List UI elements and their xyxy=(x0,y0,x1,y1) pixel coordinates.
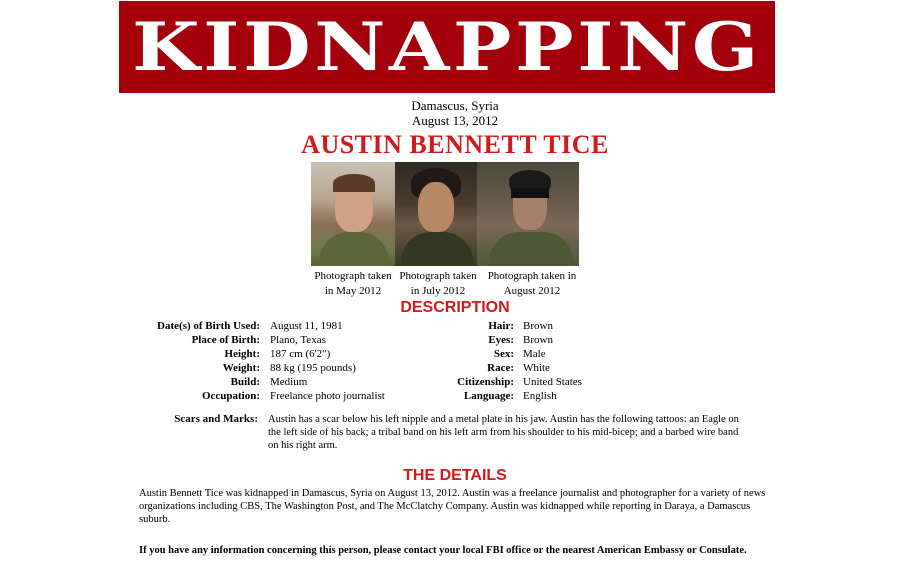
caption-line: Photograph taken xyxy=(399,270,477,282)
field-label: Language: xyxy=(463,390,514,402)
photo-may-2012 xyxy=(311,162,395,266)
caption-line: in May 2012 xyxy=(324,285,382,297)
location-date: August 13, 2012 xyxy=(411,113,499,128)
field-label: Weight: xyxy=(222,362,260,374)
photo-caption xyxy=(480,269,584,299)
field-value: 88 kg (195 pounds) xyxy=(270,362,356,374)
field-value: Male xyxy=(523,348,546,360)
caption-line: in July 2012 xyxy=(410,285,466,297)
field-value: August 11, 1981 xyxy=(270,320,343,332)
subject-name: AUSTIN BENNETT TICE xyxy=(301,130,609,159)
photo-caption xyxy=(310,269,396,299)
photo-august-2012 xyxy=(477,162,579,266)
photo-caption xyxy=(396,269,480,299)
field-label: Hair: xyxy=(488,320,514,332)
field-value: United States xyxy=(523,376,582,388)
field-value: 187 cm (6'2") xyxy=(270,348,331,360)
description-left-labels xyxy=(120,319,260,403)
field-label: Occupation: xyxy=(201,390,260,402)
caption-line: Photograph taken in xyxy=(487,270,577,282)
scars-value: Austin has a scar below his left nipple and a metal plate in his jaw. Austin has the following tattoos: an Eagle on the left side of his back; a tribal band on his left arm from his shoulder to his mid-bicep; and a barbed wire band on his right arm. xyxy=(268,414,739,451)
location-block xyxy=(0,98,910,128)
field-label: Citizenship: xyxy=(457,376,514,388)
field-label: Place of Birth: xyxy=(191,334,260,346)
description-heading: DESCRIPTION xyxy=(400,299,510,316)
field-value: Plano, Texas xyxy=(270,334,326,346)
field-label: Build: xyxy=(230,376,260,388)
details-body: Austin Bennett Tice was kidnapped in Damascus, Syria on August 13, 2012. Austin was a freelance journalist and photographer for a variety of news organizations including CBS, The Washington Post, and The McClatchy Company. Austin was kidnapped while reporting in Daraya, a Damascus suburb. xyxy=(139,488,766,525)
field-label: Height: xyxy=(224,348,260,360)
scars-label: Scars and Marks: xyxy=(174,413,258,425)
contact-notice: If you have any information concerning this person, please contact your local FBI office or the nearest American Embassy or Consulate. xyxy=(139,545,747,556)
caption-line: August 2012 xyxy=(503,285,561,297)
field-value: English xyxy=(523,390,557,402)
description-right-labels xyxy=(430,319,514,403)
field-value: Freelance photo journalist xyxy=(270,390,385,402)
field-value: Brown xyxy=(523,334,553,346)
banner-title: KIDNAPPING xyxy=(132,8,762,86)
description-right-values xyxy=(523,319,673,403)
field-label: Eyes: xyxy=(488,334,514,346)
photo-strip xyxy=(311,162,583,266)
field-value: White xyxy=(523,362,550,374)
kidnapping-banner xyxy=(119,1,775,93)
caption-line: Photograph taken xyxy=(314,270,392,282)
field-value: Brown xyxy=(523,320,553,332)
field-label: Race: xyxy=(487,362,514,374)
details-heading: THE DETAILS xyxy=(403,467,507,484)
photo-july-2012 xyxy=(395,162,477,266)
field-label: Date(s) of Birth Used: xyxy=(157,320,260,332)
description-left-values xyxy=(270,319,450,403)
field-value: Medium xyxy=(270,376,308,388)
field-label: Sex: xyxy=(493,348,514,360)
location-place: Damascus, Syria xyxy=(411,98,499,113)
